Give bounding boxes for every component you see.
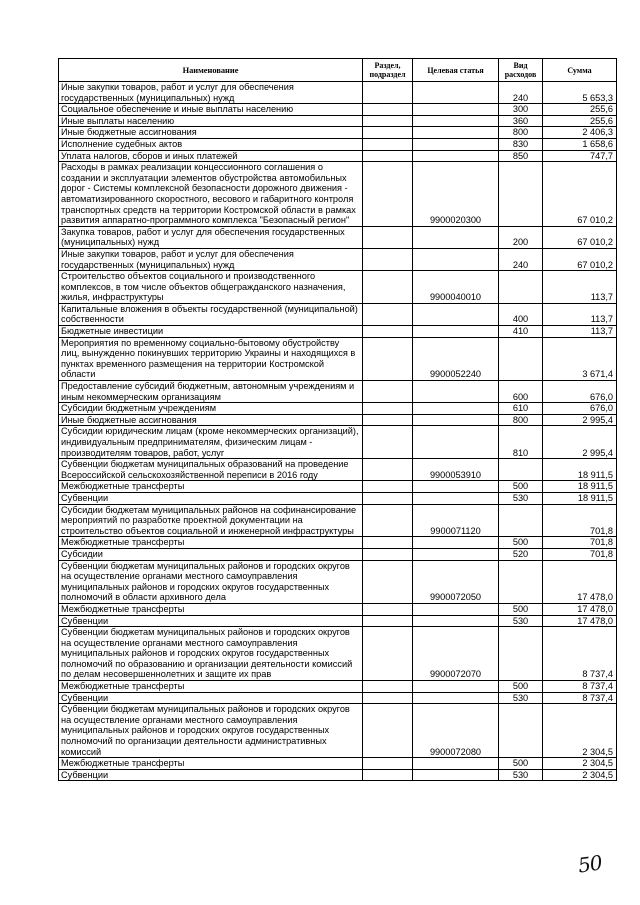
- cell-sum: 17 478,0: [543, 603, 617, 615]
- cell-sum: 17 478,0: [543, 615, 617, 627]
- table-row: [59, 82, 617, 104]
- table-row: [59, 226, 617, 248]
- table-row: [59, 681, 617, 693]
- cell-section: [363, 769, 413, 781]
- cell-section: [363, 150, 413, 162]
- cell-kind: 850: [499, 150, 543, 162]
- cell-target: [413, 150, 499, 162]
- cell-kind: 240: [499, 248, 543, 270]
- cell-target: [413, 481, 499, 493]
- cell-sum: 2 995,4: [543, 414, 617, 426]
- cell-kind: [499, 271, 543, 304]
- table-row: [59, 381, 617, 403]
- cell-kind: [499, 459, 543, 481]
- table-row: [59, 337, 617, 380]
- table-row: [59, 115, 617, 127]
- cell-name: Субвенции: [59, 492, 363, 504]
- table-row: [59, 271, 617, 304]
- table-row: [59, 537, 617, 549]
- table-row: [59, 692, 617, 704]
- table-row: [59, 248, 617, 270]
- cell-sum: 8 737,4: [543, 681, 617, 693]
- cell-target: 9900072050: [413, 560, 499, 603]
- cell-name: Субсидии бюджетам муниципальных районов на софинансирование мероприятий по разработке проектной документации на строительство объектов социальной и инженерной инфраструктуры: [59, 504, 363, 537]
- header-sum: Сумма: [543, 59, 617, 82]
- cell-name: Субвенции бюджетам муниципальных образований на проведение Всероссийской сельскохозяйственной переписи в 2016 году: [59, 459, 363, 481]
- cell-kind: [499, 337, 543, 380]
- header-target: Целевая статья: [413, 59, 499, 82]
- cell-kind: 360: [499, 115, 543, 127]
- cell-section: [363, 459, 413, 481]
- table-row: [59, 127, 617, 139]
- cell-name: Закупка товаров, работ и услуг для обеспечения государственных (муниципальных) нужд: [59, 226, 363, 248]
- cell-sum: 747,7: [543, 150, 617, 162]
- table-row: [59, 426, 617, 459]
- cell-target: [413, 692, 499, 704]
- header-kind: Вид расходов: [499, 59, 543, 82]
- cell-sum: 18 911,5: [543, 492, 617, 504]
- cell-kind: 410: [499, 326, 543, 338]
- table-row: [59, 758, 617, 770]
- table-row: [59, 138, 617, 150]
- cell-section: [363, 548, 413, 560]
- cell-kind: 610: [499, 403, 543, 415]
- cell-sum: 2 995,4: [543, 426, 617, 459]
- cell-name: Иные выплаты населению: [59, 115, 363, 127]
- cell-section: [363, 115, 413, 127]
- cell-section: [363, 403, 413, 415]
- cell-section: [363, 492, 413, 504]
- cell-target: [413, 303, 499, 325]
- cell-name: Субвенции бюджетам муниципальных районов и городских округов на осуществление органами местного самоуправления муниципальных районов и городских округов государственных полномочий по организации деятельности административных комиссий: [59, 704, 363, 758]
- cell-target: [413, 104, 499, 116]
- cell-name: Строительство объектов социального и производственного комплексов, в том числе объектов общегражданского назначения, жилья, инфраструктуры: [59, 271, 363, 304]
- cell-sum: 113,7: [543, 326, 617, 338]
- cell-target: [413, 426, 499, 459]
- cell-sum: 113,7: [543, 303, 617, 325]
- cell-section: [363, 138, 413, 150]
- cell-kind: 500: [499, 758, 543, 770]
- cell-target: [413, 681, 499, 693]
- cell-target: 9900052240: [413, 337, 499, 380]
- cell-name: Субсидии: [59, 548, 363, 560]
- cell-name: Субвенции: [59, 769, 363, 781]
- cell-section: [363, 627, 413, 681]
- cell-section: [363, 82, 413, 104]
- cell-section: [363, 162, 413, 227]
- cell-section: [363, 127, 413, 139]
- cell-target: [413, 248, 499, 270]
- cell-section: [363, 226, 413, 248]
- cell-target: [413, 138, 499, 150]
- cell-name: Межбюджетные трансферты: [59, 481, 363, 493]
- cell-sum: 18 911,5: [543, 481, 617, 493]
- cell-section: [363, 692, 413, 704]
- cell-kind: 530: [499, 692, 543, 704]
- cell-name: Капитальные вложения в объекты государственной (муниципальной) собственности: [59, 303, 363, 325]
- cell-target: [413, 769, 499, 781]
- cell-target: 9900020300: [413, 162, 499, 227]
- table-row: [59, 492, 617, 504]
- cell-sum: 2 304,5: [543, 704, 617, 758]
- cell-section: [363, 704, 413, 758]
- cell-target: [413, 381, 499, 403]
- table-row: [59, 403, 617, 415]
- cell-sum: 1 658,6: [543, 138, 617, 150]
- table-row: [59, 769, 617, 781]
- cell-kind: 300: [499, 104, 543, 116]
- cell-section: [363, 326, 413, 338]
- cell-sum: 67 010,2: [543, 248, 617, 270]
- cell-kind: 500: [499, 537, 543, 549]
- cell-sum: 701,8: [543, 548, 617, 560]
- cell-kind: 200: [499, 226, 543, 248]
- cell-kind: [499, 162, 543, 227]
- cell-name: Расходы в рамках реализации концессионного соглашения о создании и эксплуатации элементов обустройства автомобильных дорог - Системы комплексной безопасности дорожного движения - автоматизированного скоростного, весового и габаритного контроля транспортных средств на территории Костромской области в рамках развития аппаратно-программного комплекса "Безопасный регион": [59, 162, 363, 227]
- cell-sum: 17 478,0: [543, 560, 617, 603]
- cell-kind: 600: [499, 381, 543, 403]
- cell-kind: 520: [499, 548, 543, 560]
- table-row: [59, 481, 617, 493]
- table-row: [59, 704, 617, 758]
- cell-name: Исполнение судебных актов: [59, 138, 363, 150]
- page-number: 50: [576, 850, 604, 878]
- cell-target: [413, 548, 499, 560]
- cell-name: Иные закупки товаров, работ и услуг для обеспечения государственных (муниципальных) нужд: [59, 82, 363, 104]
- cell-kind: 500: [499, 681, 543, 693]
- cell-target: [413, 82, 499, 104]
- cell-section: [363, 104, 413, 116]
- cell-target: [413, 403, 499, 415]
- cell-sum: 701,8: [543, 537, 617, 549]
- cell-target: [413, 615, 499, 627]
- cell-sum: 3 671,4: [543, 337, 617, 380]
- table-row: [59, 414, 617, 426]
- table-row: [59, 504, 617, 537]
- header-section: Раздел, подраздел: [363, 59, 413, 82]
- cell-name: Субсидии бюджетным учреждениям: [59, 403, 363, 415]
- table-row: [59, 615, 617, 627]
- cell-target: [413, 758, 499, 770]
- cell-name: Иные закупки товаров, работ и услуг для обеспечения государственных (муниципальных) нужд: [59, 248, 363, 270]
- cell-section: [363, 271, 413, 304]
- cell-kind: 530: [499, 492, 543, 504]
- cell-kind: [499, 627, 543, 681]
- cell-sum: 113,7: [543, 271, 617, 304]
- cell-sum: 5 653,3: [543, 82, 617, 104]
- cell-name: Субвенции: [59, 615, 363, 627]
- cell-target: 9900040010: [413, 271, 499, 304]
- cell-sum: 2 304,5: [543, 758, 617, 770]
- cell-name: Иные бюджетные ассигнования: [59, 414, 363, 426]
- cell-kind: 800: [499, 127, 543, 139]
- cell-kind: 500: [499, 603, 543, 615]
- header-name: Наименование: [59, 59, 363, 82]
- cell-section: [363, 303, 413, 325]
- cell-sum: 18 911,5: [543, 459, 617, 481]
- table-header-row: [59, 59, 617, 82]
- cell-sum: 8 737,4: [543, 692, 617, 704]
- cell-sum: 255,6: [543, 115, 617, 127]
- cell-target: 9900072070: [413, 627, 499, 681]
- cell-target: [413, 326, 499, 338]
- cell-section: [363, 337, 413, 380]
- cell-name: Уплата налогов, сборов и иных платежей: [59, 150, 363, 162]
- cell-section: [363, 560, 413, 603]
- cell-kind: [499, 504, 543, 537]
- cell-sum: 2 304,5: [543, 769, 617, 781]
- cell-target: 9900071120: [413, 504, 499, 537]
- cell-section: [363, 426, 413, 459]
- table-row: [59, 548, 617, 560]
- table-row: [59, 104, 617, 116]
- cell-kind: 530: [499, 615, 543, 627]
- cell-kind: [499, 704, 543, 758]
- cell-kind: 830: [499, 138, 543, 150]
- cell-section: [363, 504, 413, 537]
- cell-section: [363, 758, 413, 770]
- cell-target: [413, 115, 499, 127]
- cell-sum: 67 010,2: [543, 162, 617, 227]
- table-row: [59, 162, 617, 227]
- cell-section: [363, 537, 413, 549]
- cell-target: [413, 226, 499, 248]
- cell-section: [363, 615, 413, 627]
- table-row: [59, 560, 617, 603]
- cell-target: 9900072080: [413, 704, 499, 758]
- cell-section: [363, 603, 413, 615]
- cell-name: Иные бюджетные ассигнования: [59, 127, 363, 139]
- cell-kind: 810: [499, 426, 543, 459]
- cell-target: [413, 414, 499, 426]
- budget-table: [58, 58, 617, 781]
- cell-kind: 400: [499, 303, 543, 325]
- cell-sum: 255,6: [543, 104, 617, 116]
- cell-kind: 530: [499, 769, 543, 781]
- cell-target: [413, 492, 499, 504]
- cell-target: 9900053910: [413, 459, 499, 481]
- cell-name: Межбюджетные трансферты: [59, 758, 363, 770]
- cell-name: Межбюджетные трансферты: [59, 537, 363, 549]
- cell-sum: 2 406,3: [543, 127, 617, 139]
- cell-name: Бюджетные инвестиции: [59, 326, 363, 338]
- cell-kind: 500: [499, 481, 543, 493]
- cell-name: Мероприятия по временному социально-бытовому обустройству лиц, вынужденно покинувших территорию Украины и находящихся в пунктах временного размещения на территории Костромской области: [59, 337, 363, 380]
- cell-name: Межбюджетные трансферты: [59, 603, 363, 615]
- cell-sum: 676,0: [543, 381, 617, 403]
- cell-target: [413, 603, 499, 615]
- cell-sum: 701,8: [543, 504, 617, 537]
- cell-name: Социальное обеспечение и иные выплаты населению: [59, 104, 363, 116]
- table-row: [59, 627, 617, 681]
- table-row: [59, 326, 617, 338]
- cell-target: [413, 127, 499, 139]
- table-row: [59, 459, 617, 481]
- cell-name: Субвенции: [59, 692, 363, 704]
- cell-sum: 8 737,4: [543, 627, 617, 681]
- cell-name: Межбюджетные трансферты: [59, 681, 363, 693]
- cell-section: [363, 481, 413, 493]
- cell-kind: 240: [499, 82, 543, 104]
- table-row: [59, 150, 617, 162]
- cell-target: [413, 537, 499, 549]
- table-row: [59, 303, 617, 325]
- cell-section: [363, 414, 413, 426]
- cell-name: Субвенции бюджетам муниципальных районов и городских округов на осуществление органами местного самоуправления муниципальных районов и городских округов государственных полномочий по образованию и организации деятельности комиссий по делам несовершеннолетних и защите их прав: [59, 627, 363, 681]
- table-body: [59, 82, 617, 781]
- cell-name: Субвенции бюджетам муниципальных районов и городских округов на осуществление органами местного самоуправления муниципальных районов и городских округов государственных полномочий в области архивного дела: [59, 560, 363, 603]
- cell-section: [363, 248, 413, 270]
- cell-section: [363, 381, 413, 403]
- cell-sum: 67 010,2: [543, 226, 617, 248]
- table-row: [59, 603, 617, 615]
- cell-kind: 800: [499, 414, 543, 426]
- cell-name: Предоставление субсидий бюджетным, автономным учреждениям и иным некоммерческим организациям: [59, 381, 363, 403]
- cell-section: [363, 681, 413, 693]
- cell-name: Субсидии юридическим лицам (кроме некоммерческих организаций), индивидуальным предпринимателям, физическим лицам - производителям товаров, работ, услуг: [59, 426, 363, 459]
- cell-kind: [499, 560, 543, 603]
- cell-sum: 676,0: [543, 403, 617, 415]
